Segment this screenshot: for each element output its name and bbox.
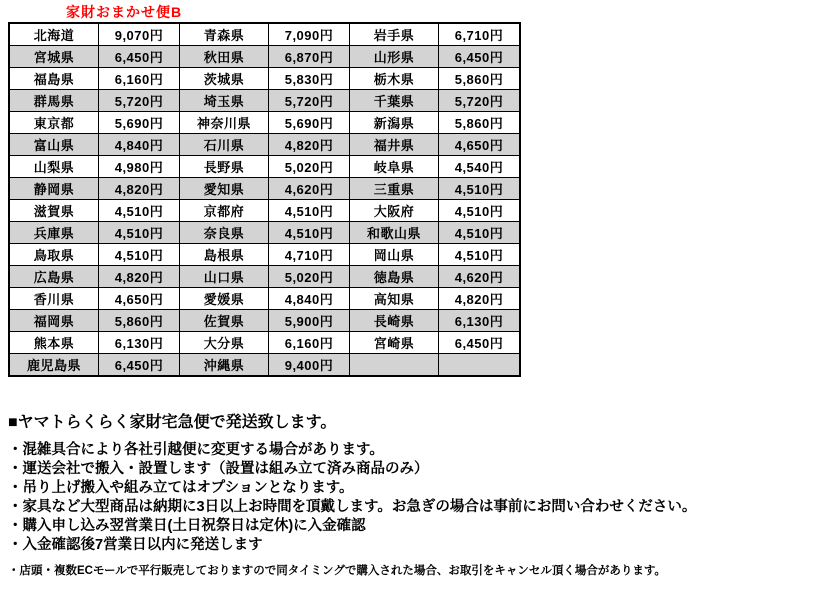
table-row [9, 134, 520, 156]
shipping-notes [8, 409, 818, 578]
price-cell: 5,860円 [99, 310, 180, 332]
prefecture-cell: 広島県 [9, 266, 99, 288]
prefecture-cell: 富山県 [9, 134, 99, 156]
price-cell: 4,620円 [439, 266, 521, 288]
price-cell: 6,450円 [439, 46, 521, 68]
prefecture-cell: 岩手県 [350, 23, 439, 46]
price-cell: 4,620円 [269, 178, 350, 200]
price-cell: 4,980円 [99, 156, 180, 178]
notes-bullet: ・吊り上げ搬入や組み立てはオプションとなります。 [8, 480, 354, 496]
price-cell: 5,720円 [99, 90, 180, 112]
prefecture-cell: 香川県 [9, 288, 99, 310]
price-cell: 4,510円 [269, 222, 350, 244]
price-cell: 5,690円 [269, 112, 350, 134]
prefecture-cell: 北海道 [9, 23, 99, 46]
table-row [9, 354, 520, 377]
price-cell: 5,720円 [269, 90, 350, 112]
price-cell: 4,510円 [99, 200, 180, 222]
prefecture-cell: 鹿児島県 [9, 354, 99, 377]
notes-bullet: ・購入申し込み翌営業日(土日祝祭日は定休)に入金確認 [8, 518, 366, 534]
price-cell: 5,830円 [269, 68, 350, 90]
price-cell: 4,510円 [439, 244, 521, 266]
prefecture-cell: 佐賀県 [180, 310, 269, 332]
table-title: 家財おまかせ便B [66, 4, 183, 20]
price-cell: 5,690円 [99, 112, 180, 134]
prefecture-cell: 千葉県 [350, 90, 439, 112]
prefecture-cell: 長崎県 [350, 310, 439, 332]
notes-bullet: ・混雑具合により各社引越便に変更する場合があります。 [8, 442, 384, 458]
prefecture-cell: 石川県 [180, 134, 269, 156]
notes-heading: ■ヤマトらくらく家財宅急便で発送致します。 [8, 414, 337, 431]
prefecture-cell: 新潟県 [350, 112, 439, 134]
shipping-fee-table [8, 22, 521, 377]
prefecture-cell: 群馬県 [9, 90, 99, 112]
prefecture-cell: 神奈川県 [180, 112, 269, 134]
price-cell: 9,400円 [269, 354, 350, 377]
prefecture-cell: 秋田県 [180, 46, 269, 68]
prefecture-cell: 沖縄県 [180, 354, 269, 377]
table-row [9, 90, 520, 112]
price-cell: 4,820円 [439, 288, 521, 310]
price-cell: 9,070円 [99, 23, 180, 46]
price-cell [439, 354, 521, 377]
prefecture-cell: 奈良県 [180, 222, 269, 244]
prefecture-cell: 静岡県 [9, 178, 99, 200]
notes-footnote: ・店頭・複数ECモールで平行販売しておりますので同タイミングで購入された場合、お取引をキャンセル頂く場合があります。 [8, 565, 666, 577]
prefecture-cell: 徳島県 [350, 266, 439, 288]
prefecture-cell: 福島県 [9, 68, 99, 90]
prefecture-cell: 山梨県 [9, 156, 99, 178]
table-row [9, 200, 520, 222]
prefecture-cell: 和歌山県 [350, 222, 439, 244]
prefecture-cell: 東京都 [9, 112, 99, 134]
prefecture-cell: 福岡県 [9, 310, 99, 332]
price-cell: 6,160円 [99, 68, 180, 90]
price-cell: 4,510円 [99, 244, 180, 266]
shipping-fee-table-body [9, 23, 520, 376]
price-cell: 6,450円 [99, 46, 180, 68]
price-cell: 4,650円 [99, 288, 180, 310]
prefecture-cell: 三重県 [350, 178, 439, 200]
prefecture-cell: 愛媛県 [180, 288, 269, 310]
prefecture-cell: 福井県 [350, 134, 439, 156]
prefecture-cell: 宮城県 [9, 46, 99, 68]
price-cell: 5,860円 [439, 112, 521, 134]
prefecture-cell: 茨城県 [180, 68, 269, 90]
price-cell: 6,870円 [269, 46, 350, 68]
price-cell: 4,840円 [99, 134, 180, 156]
prefecture-cell: 滋賀県 [9, 200, 99, 222]
prefecture-cell [350, 354, 439, 377]
prefecture-cell: 栃木県 [350, 68, 439, 90]
table-row [9, 266, 520, 288]
price-cell: 4,820円 [269, 134, 350, 156]
price-cell: 5,900円 [269, 310, 350, 332]
prefecture-cell: 岐阜県 [350, 156, 439, 178]
price-cell: 6,160円 [269, 332, 350, 354]
table-row [9, 288, 520, 310]
prefecture-cell: 青森県 [180, 23, 269, 46]
price-cell: 6,130円 [439, 310, 521, 332]
table-row [9, 178, 520, 200]
prefecture-cell: 鳥取県 [9, 244, 99, 266]
prefecture-cell: 京都府 [180, 200, 269, 222]
price-cell: 6,130円 [99, 332, 180, 354]
notes-bullet-list [8, 441, 818, 555]
prefecture-cell: 長野県 [180, 156, 269, 178]
prefecture-cell: 山形県 [350, 46, 439, 68]
notes-bullet: ・入金確認後7営業日以内に発送します [8, 537, 263, 553]
price-cell: 5,720円 [439, 90, 521, 112]
price-cell: 5,020円 [269, 266, 350, 288]
price-cell: 4,510円 [99, 222, 180, 244]
price-cell: 4,820円 [99, 266, 180, 288]
table-row [9, 68, 520, 90]
prefecture-cell: 愛知県 [180, 178, 269, 200]
prefecture-cell: 島根県 [180, 244, 269, 266]
price-cell: 4,840円 [269, 288, 350, 310]
price-cell: 4,510円 [439, 222, 521, 244]
prefecture-cell: 宮崎県 [350, 332, 439, 354]
table-row [9, 156, 520, 178]
prefecture-cell: 岡山県 [350, 244, 439, 266]
prefecture-cell: 大分県 [180, 332, 269, 354]
notes-bullet: ・運送会社で搬入・設置します（設置は組み立て済み商品のみ） [8, 461, 429, 477]
notes-bullet: ・家具など大型商品は納期に3日以上お時間を頂戴します。お急ぎの場合は事前にお問い合わせください。 [8, 499, 697, 515]
prefecture-cell: 高知県 [350, 288, 439, 310]
price-cell: 4,510円 [439, 178, 521, 200]
table-row [9, 46, 520, 68]
price-cell: 4,510円 [269, 200, 350, 222]
price-cell: 7,090円 [269, 23, 350, 46]
prefecture-cell: 大阪府 [350, 200, 439, 222]
price-cell: 6,710円 [439, 23, 521, 46]
price-cell: 6,450円 [99, 354, 180, 377]
price-cell: 4,710円 [269, 244, 350, 266]
prefecture-cell: 埼玉県 [180, 90, 269, 112]
price-cell: 4,820円 [99, 178, 180, 200]
table-row [9, 112, 520, 134]
table-row [9, 310, 520, 332]
prefecture-cell: 熊本県 [9, 332, 99, 354]
price-cell: 4,510円 [439, 200, 521, 222]
prefecture-cell: 山口県 [180, 266, 269, 288]
table-row [9, 23, 520, 46]
price-cell: 4,540円 [439, 156, 521, 178]
table-row [9, 332, 520, 354]
table-row [9, 222, 520, 244]
table-row [9, 244, 520, 266]
price-cell: 4,650円 [439, 134, 521, 156]
price-cell: 6,450円 [439, 332, 521, 354]
price-cell: 5,860円 [439, 68, 521, 90]
price-cell: 5,020円 [269, 156, 350, 178]
prefecture-cell: 兵庫県 [9, 222, 99, 244]
